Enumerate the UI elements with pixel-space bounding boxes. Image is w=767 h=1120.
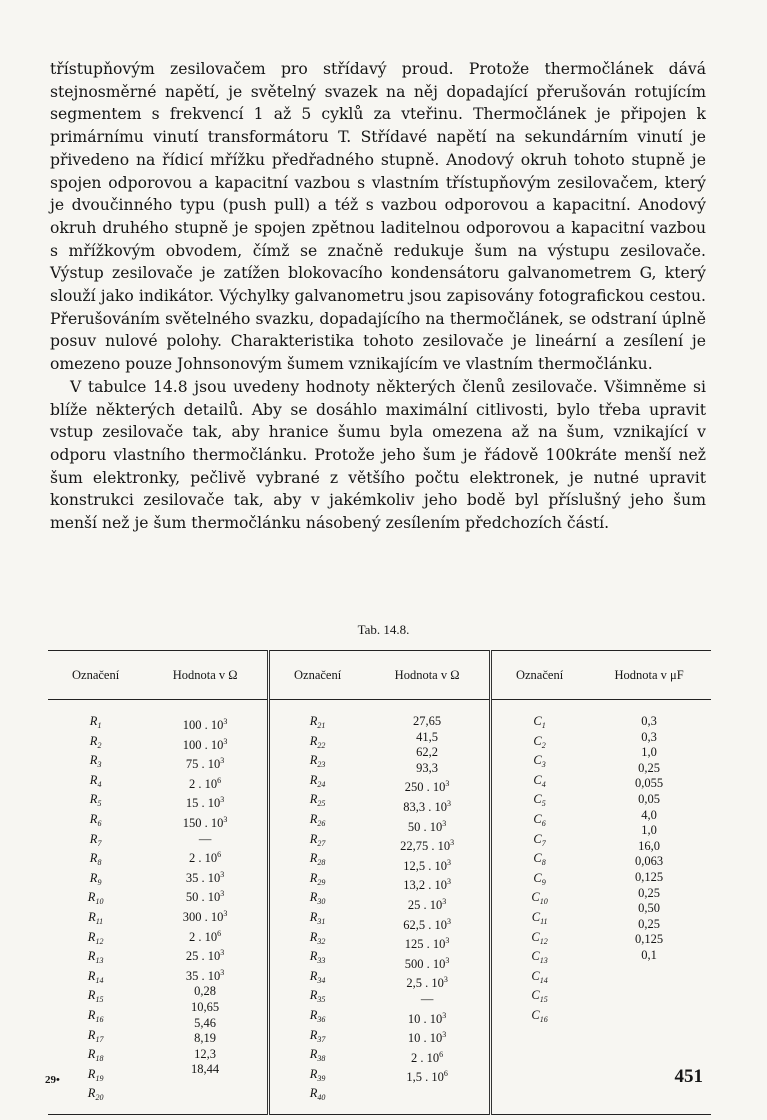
component-symbol: $C_{14}$ bbox=[531, 968, 548, 985]
component-symbol: $R_8$ bbox=[89, 851, 102, 868]
component-symbol: $R_{40}$ bbox=[309, 1086, 326, 1103]
component-value: 300 . $10^3$ bbox=[182, 908, 228, 924]
component-symbol: $C_6$ bbox=[533, 811, 546, 828]
values-column-c bbox=[587, 714, 711, 1106]
symbols-column-c bbox=[490, 714, 587, 1106]
component-value: 50 . $10^3$ bbox=[185, 889, 225, 905]
header-designation-2: Označení bbox=[268, 651, 365, 700]
component-value: 62,2 bbox=[416, 745, 439, 760]
component-symbol: $C_8$ bbox=[533, 851, 546, 868]
component-value: 0,28 bbox=[194, 984, 217, 999]
table-header-row bbox=[48, 651, 711, 700]
component-symbol: $C_2$ bbox=[533, 733, 546, 750]
component-symbol: $R_{29}$ bbox=[309, 870, 326, 887]
component-value: 0,055 bbox=[635, 776, 664, 791]
component-value: 35 . $10^3$ bbox=[185, 869, 225, 885]
component-symbol: $R_{19}$ bbox=[87, 1066, 104, 1083]
component-value: 35 . $10^3$ bbox=[185, 967, 225, 983]
component-value: 5,46 bbox=[194, 1015, 217, 1030]
component-symbol: $R_{27}$ bbox=[309, 831, 326, 848]
component-symbol: $C_{10}$ bbox=[531, 890, 548, 907]
header-value-ohm-2: Hodnota v Ω bbox=[365, 651, 490, 700]
component-symbol: $R_{17}$ bbox=[87, 1027, 104, 1044]
component-value: 2 . $10^6$ bbox=[189, 775, 222, 791]
component-symbol: $C_{12}$ bbox=[531, 929, 548, 946]
component-value: 41,5 bbox=[416, 729, 439, 744]
component-symbol: $R_{30}$ bbox=[309, 890, 326, 907]
component-symbol: $R_{15}$ bbox=[87, 988, 104, 1005]
component-value: 16,0 bbox=[638, 838, 661, 853]
component-symbol: $R_{11}$ bbox=[88, 909, 104, 926]
component-value: — bbox=[420, 991, 434, 1006]
component-symbol: $C_5$ bbox=[533, 792, 546, 809]
component-value: 250 . $10^3$ bbox=[404, 779, 450, 795]
component-symbol: $R_{10}$ bbox=[87, 890, 104, 907]
component-value: 10 . $10^3$ bbox=[407, 1010, 447, 1026]
component-value: 83,3 . $10^3$ bbox=[403, 798, 451, 814]
component-value: 0,125 bbox=[635, 869, 664, 884]
component-symbol: $R_{31}$ bbox=[309, 909, 326, 926]
header-value-ohm-1: Hodnota v Ω bbox=[143, 651, 268, 700]
component-symbol: $R_{26}$ bbox=[309, 811, 326, 828]
component-value: 25 . $10^3$ bbox=[407, 896, 447, 912]
component-value: 75 . $10^3$ bbox=[185, 756, 225, 772]
component-symbol: $R_9$ bbox=[89, 870, 102, 887]
component-symbol: $R_{18}$ bbox=[87, 1047, 104, 1064]
component-symbol: $R_{13}$ bbox=[87, 949, 104, 966]
header-value-uf: Hodnota v μF bbox=[587, 651, 711, 700]
component-value: 100 . $10^3$ bbox=[182, 717, 228, 732]
component-value: 50 . $10^3$ bbox=[407, 818, 447, 834]
component-symbol: $R_{25}$ bbox=[309, 792, 326, 809]
component-value: 22,75 . $10^3$ bbox=[400, 838, 455, 854]
component-symbol: $R_{34}$ bbox=[309, 968, 326, 985]
component-value: 125 . $10^3$ bbox=[404, 936, 450, 952]
component-value: 8,19 bbox=[194, 1031, 217, 1046]
component-value: 0,50 bbox=[638, 901, 661, 916]
component-symbol: $R_{22}$ bbox=[309, 733, 326, 750]
component-symbol: $R_7$ bbox=[89, 831, 102, 848]
component-value: 62,5 . $10^3$ bbox=[403, 916, 451, 932]
component-value: 2 . $10^6$ bbox=[189, 928, 222, 944]
body-text bbox=[50, 58, 706, 535]
component-symbol: $R_{14}$ bbox=[87, 968, 104, 985]
component-value: 27,65 bbox=[413, 714, 442, 728]
component-symbol: $C_{16}$ bbox=[531, 1007, 548, 1024]
component-symbol: $C_1$ bbox=[533, 714, 546, 730]
component-value: 2 . $10^6$ bbox=[411, 1049, 444, 1065]
component-value: 4,0 bbox=[641, 807, 657, 822]
component-value: 12,3 bbox=[194, 1046, 217, 1061]
component-value: 15 . $10^3$ bbox=[185, 795, 225, 811]
component-symbol: $R_4$ bbox=[89, 772, 102, 789]
component-symbol: $R_{39}$ bbox=[309, 1066, 326, 1083]
component-value: 0,3 bbox=[641, 729, 657, 744]
component-symbol: $C_3$ bbox=[533, 753, 546, 770]
component-value: 0,25 bbox=[638, 916, 661, 931]
component-value: 10 . $10^3$ bbox=[407, 1030, 447, 1046]
component-symbol: $C_{11}$ bbox=[531, 909, 548, 926]
component-symbol: $R_3$ bbox=[89, 753, 102, 770]
component-value: 1,0 bbox=[641, 823, 657, 838]
component-value: 150 . $10^3$ bbox=[182, 814, 228, 830]
component-value: 0,125 bbox=[635, 932, 664, 947]
component-symbol: $C_9$ bbox=[533, 870, 546, 887]
component-value: 25 . $10^3$ bbox=[185, 948, 225, 964]
component-value: 500 . $10^3$ bbox=[404, 955, 450, 971]
component-symbol: $R_2$ bbox=[89, 733, 102, 750]
component-symbol: $R_{33}$ bbox=[309, 949, 326, 966]
component-symbol: $R_{21}$ bbox=[309, 714, 326, 730]
paragraph-1: třístupňovým zesilovačem pro střídavý proud. Protože thermočlánek dává stejnosměrné napětí, je světelný svazek na něj dopadající přerušován rotujícím segmentem s frekvencí 1 až 5 cyklů za vteřinu. Thermočlánek je připojen k primárnímu vinutí transformátoru T. Střídavé napětí na sekundárním vinutí je přivedeno na řídicí mřížku předřadného stupně. Anodový okruh tohoto stupně je spojen odporovou a kapacitní vazbou s vlastním třístupňovým zesilovačem, který je dvoučinného typu (push pull) a též s vazbou odporovou a kapacitní. Anodový okruh druhého stupně je spojen zpětnou laditelnou odporovou a kapacitní vazbou s mřížkovým obvodem, čímž se značně redukuje šum na výstupu zesilovače. Výstup zesilovače je zatížen blokovacího kondensátoru galvanometrem G, který slouží jako indikátor. Výchylky galvanometru jsou zapisovány fotografickou cestou. Přerušováním světelného svazku, dopadajícího na thermočlánek, se odstraní úplně posuv nulové polohy. Charakteristika tohoto zesilovače je lineární a zesílení je omezeno pouze Johnsonovým šumem vznikajícím ve vlastním thermočlánku. bbox=[50, 60, 706, 374]
component-value: — bbox=[198, 831, 212, 846]
component-symbol: $C_7$ bbox=[533, 831, 546, 848]
component-symbol: $R_{12}$ bbox=[87, 929, 104, 946]
component-symbol: $R_{23}$ bbox=[309, 753, 326, 770]
component-value: 12,5 . $10^3$ bbox=[403, 857, 451, 873]
header-designation-1: Označení bbox=[48, 651, 143, 700]
component-symbol: $R_{38}$ bbox=[309, 1047, 326, 1064]
component-symbol: $R_{28}$ bbox=[309, 851, 326, 868]
component-symbol: $R_{24}$ bbox=[309, 772, 326, 789]
component-value: 18,44 bbox=[191, 1062, 220, 1077]
component-symbol: $R_{37}$ bbox=[309, 1027, 326, 1044]
values-column-r2 bbox=[365, 714, 490, 1106]
header-designation-3: Označení bbox=[490, 651, 587, 700]
component-symbol: $R_{36}$ bbox=[309, 1007, 326, 1024]
page-number: 451 bbox=[674, 1066, 703, 1087]
symbols-column-r2 bbox=[268, 714, 365, 1106]
component-value: 0,3 bbox=[641, 714, 657, 728]
symbols-column-r1 bbox=[48, 714, 143, 1106]
component-values-table bbox=[48, 650, 711, 1115]
component-symbol: $C_{15}$ bbox=[531, 988, 548, 1005]
component-symbol: $R_1$ bbox=[89, 714, 102, 730]
component-value: 13,2 . $10^3$ bbox=[403, 877, 451, 893]
component-value: 0,05 bbox=[638, 791, 661, 806]
component-value: 0,25 bbox=[638, 760, 661, 775]
component-value: 1,0 bbox=[641, 745, 657, 760]
paragraph-2: V tabulce 14.8 jsou uvedeny hodnoty některých členů zesilovače. Všimněme si blíže některých detailů. Aby se dosáhlo maximální citlivosti, bylo třeba upravit vstup zesilovače tak, aby hranice šumu byla omezena až na šum, vznikající v odporu vlastního thermočlánku. Protože jeho šum je řádově 100kráte menší než šum elektronky, pečlivě vybrané z většího počtu elektronek, je nutné upravit konstrukci zesilovače tak, aby v jakémkoliv jeho bodě byl příslušný jeho šum menší než je šum thermočlánku násobený zesílením předchozích částí. bbox=[50, 377, 706, 533]
signature-mark: 29• bbox=[45, 1074, 60, 1086]
component-symbol: $C_4$ bbox=[533, 772, 546, 789]
component-symbol: $R_6$ bbox=[89, 811, 102, 828]
table-caption: Tab. 14.8. bbox=[357, 622, 410, 637]
component-symbol: $R_{32}$ bbox=[309, 929, 326, 946]
component-symbol: $R_{20}$ bbox=[87, 1086, 104, 1103]
component-symbol: $R_{35}$ bbox=[309, 988, 326, 1005]
component-value: 2 . $10^6$ bbox=[189, 850, 222, 866]
component-symbol: $R_5$ bbox=[89, 792, 102, 809]
component-value: 0,063 bbox=[635, 854, 664, 869]
component-value: 0,25 bbox=[638, 885, 661, 900]
component-value: 100 . $10^3$ bbox=[182, 736, 228, 752]
component-value: 10,65 bbox=[191, 999, 220, 1014]
component-symbol: $C_{13}$ bbox=[531, 949, 548, 966]
component-value: 2,5 . $10^3$ bbox=[406, 975, 448, 991]
values-column-r1 bbox=[143, 714, 268, 1106]
component-value: 93,3 bbox=[416, 760, 439, 775]
component-symbol: $R_{16}$ bbox=[87, 1007, 104, 1024]
component-value: 0,1 bbox=[641, 947, 657, 962]
component-value: 1,5 . $10^6$ bbox=[406, 1069, 448, 1085]
